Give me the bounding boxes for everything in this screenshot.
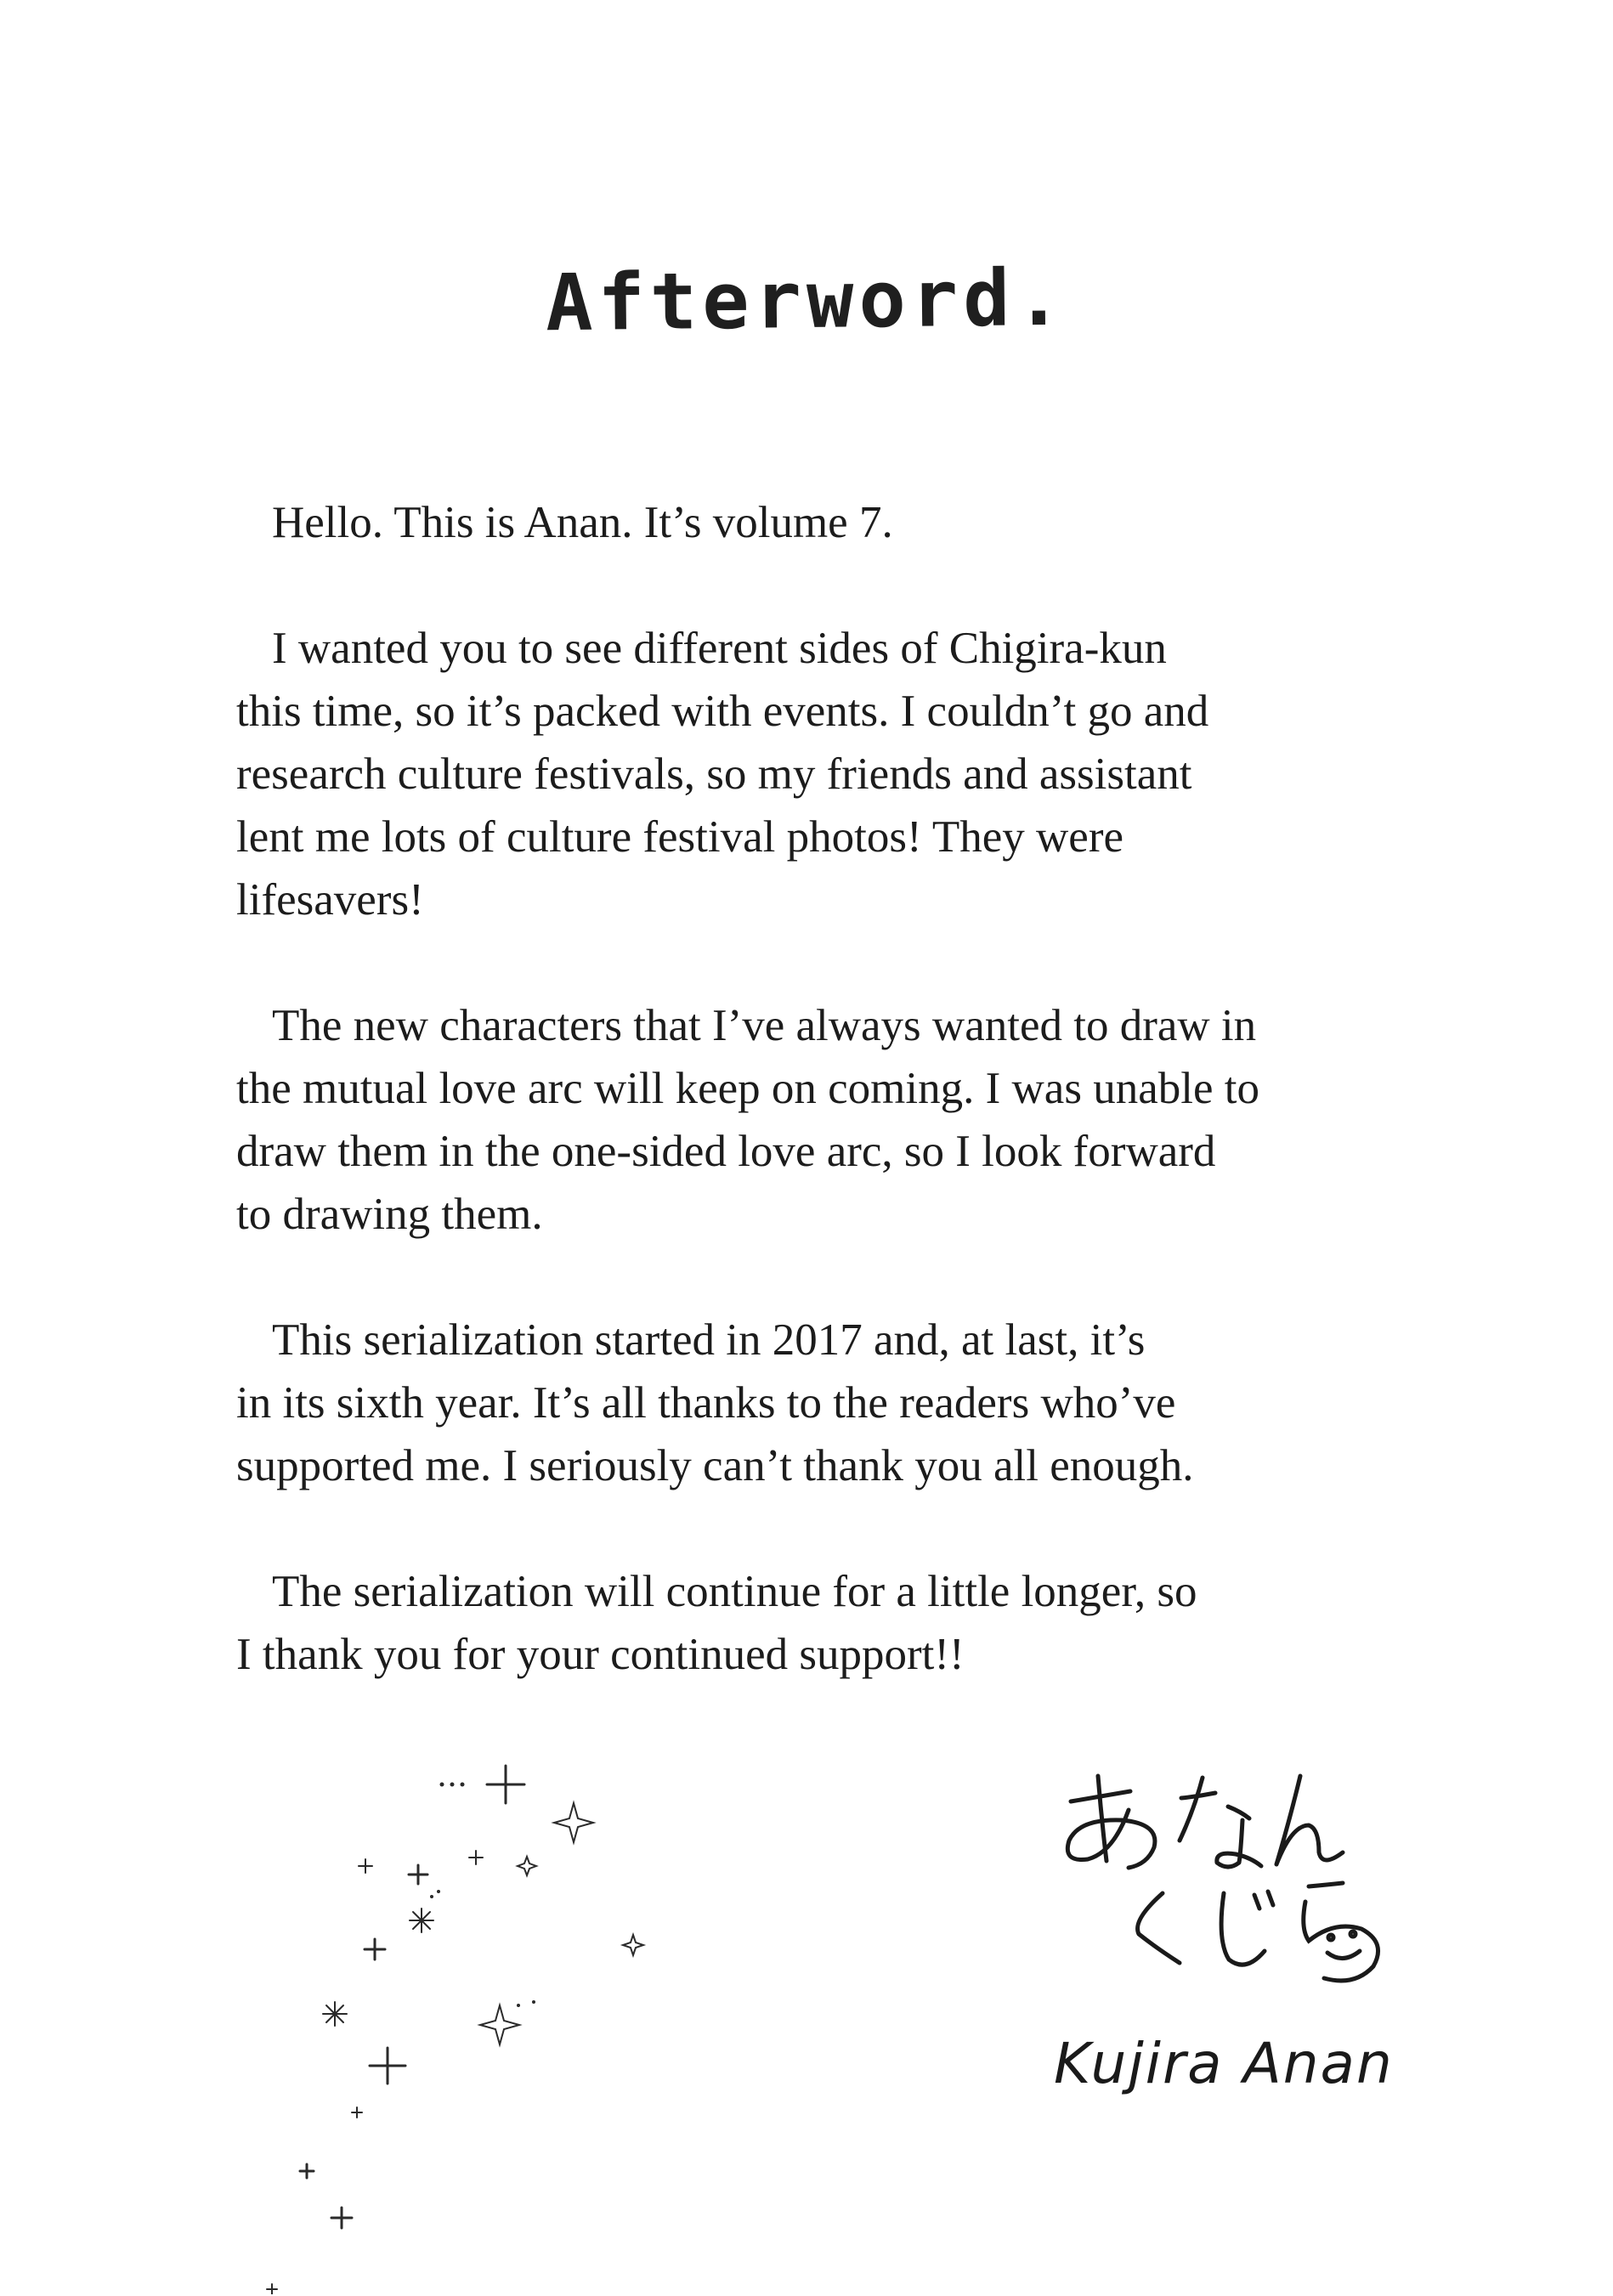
smile-icon — [1304, 1883, 1378, 1981]
paragraph-1: Hello. This is Anan. It’s volume 7. — [272, 498, 893, 547]
afterword-body — [236, 491, 1443, 1749]
paragraph-2: I wanted you to see different sides of Chigira-kun this time, so it’s packed with events. I couldn’t go and research culture festivals, so my friends and assistant lent me lots of culture festival photos! They were lifesavers! — [236, 624, 1209, 925]
handwritten-signature — [1054, 1759, 1496, 1997]
paragraph-3: The new characters that I’ve always wanted to draw in the mutual love arc will keep on coming. I was unable to draw them in the one-sided love arc, so I look forward to drawing them. — [236, 1001, 1259, 1239]
paragraph-5: The serialization will continue for a little longer, so I thank you for your continued support!! — [236, 1567, 1197, 1679]
author-name: Kujira Anan — [1054, 2031, 1394, 2096]
page-title: Afterword. — [545, 252, 1068, 349]
sparkle-icon — [153, 1750, 705, 2294]
paragraph-4: This serialization started in 2017 and, at last, it’s in its sixth year. It’s all thanks to the readers who’ve supported me. I seriously can’t thank you all enough. — [236, 1315, 1194, 1490]
